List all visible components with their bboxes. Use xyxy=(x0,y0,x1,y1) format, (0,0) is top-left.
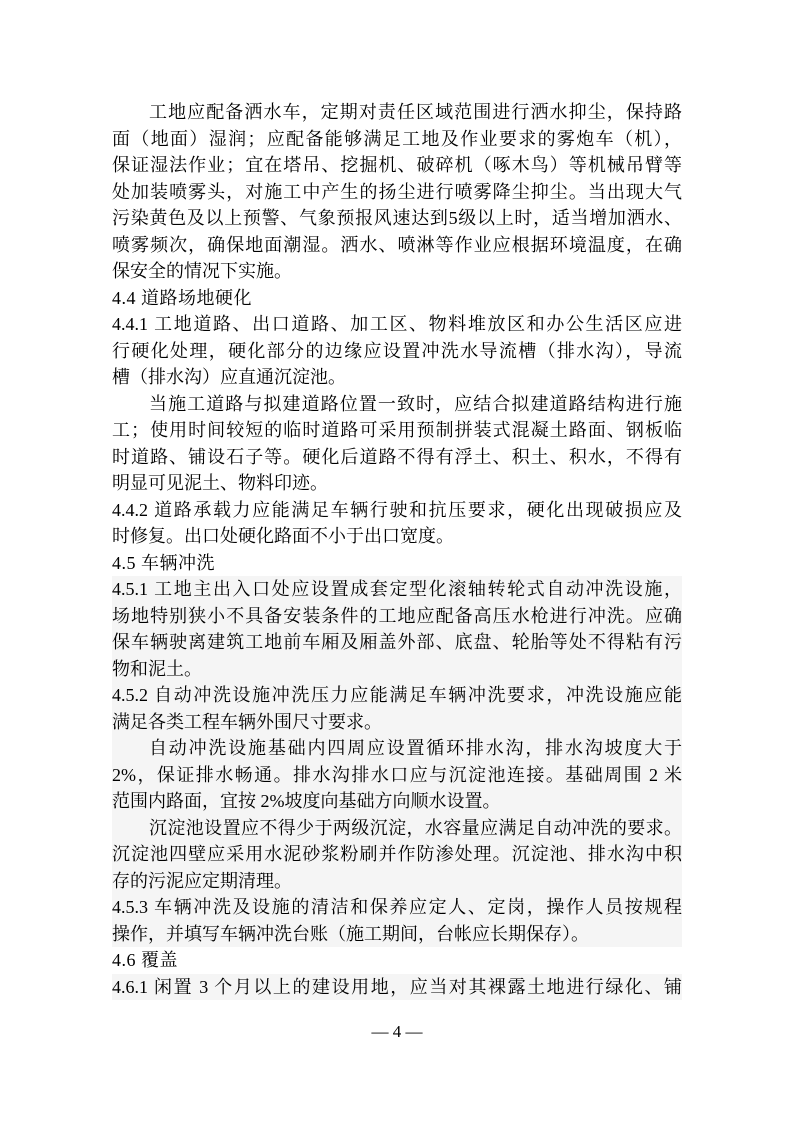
text-line: 时道路、铺设石子等。硬化后道路不得有浮土、积土、积水，不得有 xyxy=(112,446,682,467)
text-line: 4.5.1 工地主出入口处应设置成套定型化滚轴转轮式自动冲洗设施， xyxy=(112,576,682,603)
text-line: 喷雾频次，确保地面潮湿。洒水、喷淋等作业应根据环境温度，在确 xyxy=(112,234,682,255)
text-line: 保安全的情况下实施。 xyxy=(112,261,292,281)
text-line: 保证湿法作业；宜在塔吊、挖掘机、破碎机（啄木鸟）等机械吊臂等 xyxy=(112,155,682,175)
text-line: 保车辆驶离建筑工地前车厢及厢盖外部、底盘、轮胎等处不得粘有污 xyxy=(112,629,682,656)
footer-page-number: — 4 — xyxy=(371,1022,423,1041)
text-line: 工；使用时间较短的临时道路可采用预制拼装式混凝土路面、钢板临 xyxy=(112,420,682,440)
text-line: 沉淀池设置应不得少于两级沉淀，水容量应满足自动冲洗的要求。 xyxy=(112,815,682,842)
text-line: 存的污泥应定期清理。 xyxy=(112,868,682,895)
document-body xyxy=(112,99,682,1000)
text-line: 槽（排水沟）应直通沉淀池。 xyxy=(112,367,346,387)
text-line: 4.6.1 闲置 3 个月以上的建设用地，应当对其裸露土地进行绿化、铺 xyxy=(112,974,682,1001)
text-line: 4.5.2 自动冲洗设施冲洗压力应能满足车辆冲洗要求，冲洗设施应能 xyxy=(112,682,682,709)
text-line: 行硬化处理，硬化部分的边缘应设置冲洗水导流槽（排水沟），导流 xyxy=(112,340,682,361)
text-line: 沉淀池四壁应采用水泥砂浆粉刷并作防渗处理。沉淀池、排水沟中积 xyxy=(112,841,682,868)
section-heading: 4.4 道路场地硬化 xyxy=(112,287,252,308)
text-line: 物和泥土。 xyxy=(112,656,682,683)
text-line: 场地特别狭小不具备安装条件的工地应配备高压水枪进行冲洗。应确 xyxy=(112,603,682,630)
text-line: 当施工道路与拟建道路位置一致时，应结合拟建道路结构进行施 xyxy=(149,393,682,414)
text-line: 4.4.2 道路承载力应能满足车辆行驶和抗压要求，硬化出现破损应及 xyxy=(112,499,682,520)
text-line: 操作，并填写车辆冲洗台账（施工期间，台帐应长期保存）。 xyxy=(112,921,682,948)
text-line: 面（地面）湿润；应配备能够满足工地及作业要求的雾炮车（机）， xyxy=(112,128,682,149)
section-heading: 4.6 覆盖 xyxy=(112,950,178,970)
text-line: 满足各类工程车辆外围尺寸要求。 xyxy=(112,709,682,736)
text-line: 4.5.3 车辆冲洗及设施的清洁和保养应定人、定岗，操作人员按规程 xyxy=(112,894,682,921)
text-line: 4.4.1 工地道路、出口道路、加工区、物料堆放区和办公生活区应进 xyxy=(112,314,682,334)
section-heading: 4.5 车辆冲洗 xyxy=(112,552,215,573)
text-line: 范围内路面，宜按 2%坡度向基础方向顺水设置。 xyxy=(112,788,682,815)
text-line: 明显可见泥土、物料印迹。 xyxy=(112,473,328,493)
text-line: 处加装喷雾头，对施工中产生的扬尘进行喷雾降尘抑尘。当出现大气 xyxy=(112,181,682,202)
text-line: 2%，保证排水畅通。排水沟排水口应与沉淀池连接。基础周围 2 米 xyxy=(112,762,682,789)
text-line: 污染黄色及以上预警、气象预报风速达到5级以上时，适当增加洒水、 xyxy=(112,208,682,228)
text-line: 时修复。出口处硬化路面不小于出口宽度。 xyxy=(112,526,454,546)
text-line: 工地应配备洒水车，定期对责任区域范围进行洒水抑尘，保持路 xyxy=(149,102,682,122)
text-line: 自动冲洗设施基础内四周应设置循环排水沟，排水沟坡度大于 xyxy=(112,735,682,762)
